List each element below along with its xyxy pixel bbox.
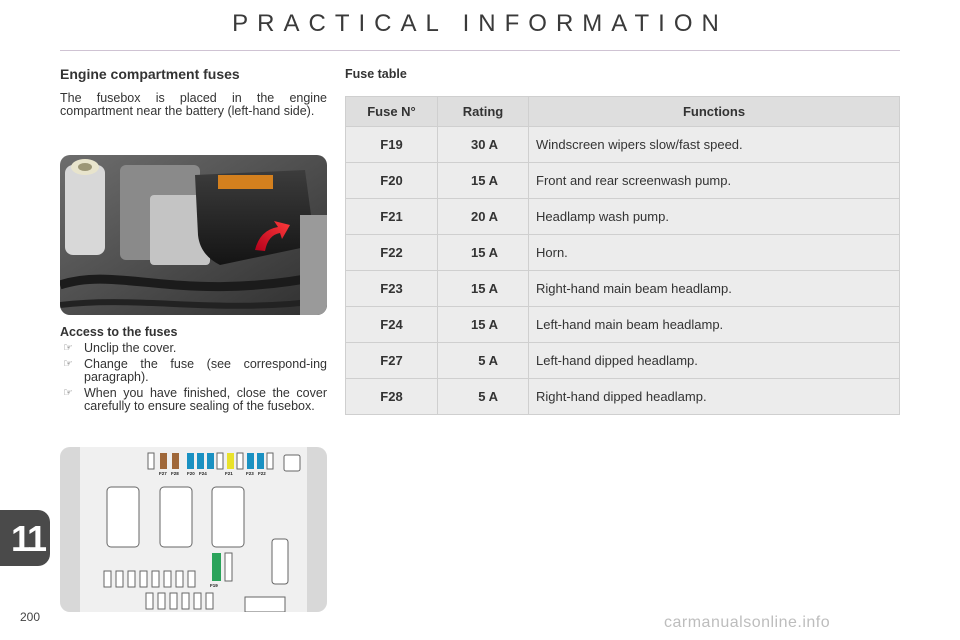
fuse-rating: 15 A <box>438 163 529 199</box>
fuse-function: Horn. <box>529 235 900 271</box>
table-title: Fuse table <box>345 67 407 81</box>
fuse-rating: 5 A <box>438 343 529 379</box>
access-steps-list <box>60 342 327 416</box>
fuse-number: F27 <box>346 343 438 379</box>
fuse-number: F23 <box>346 271 438 307</box>
column-header-rating: Rating <box>438 97 529 127</box>
fuse-table <box>345 96 900 415</box>
column-header-functions: Functions <box>529 97 900 127</box>
fuse-function: Left-hand dipped headlamp. <box>529 343 900 379</box>
pointing-hand-icon: ☞ <box>63 342 73 354</box>
list-item <box>60 342 327 355</box>
fuse-number: F24 <box>346 307 438 343</box>
fuse-number: F28 <box>346 379 438 415</box>
pointing-hand-icon: ☞ <box>63 387 73 399</box>
table-row <box>346 235 900 271</box>
fuse-rating: 30 A <box>438 127 529 163</box>
fuse-function: Left-hand main beam headlamp. <box>529 307 900 343</box>
engine-fusebox-photo <box>60 155 327 315</box>
pointing-hand-icon: ☞ <box>63 358 73 370</box>
fuse-label-f21: F21 <box>225 471 233 476</box>
intro-paragraph: The fusebox is placed in the engine compartment near the battery (left-hand side). <box>60 91 327 118</box>
fusebox-diagram <box>60 447 327 612</box>
fuse-label-f28: F28 <box>171 471 179 476</box>
fuse-number: F19 <box>346 127 438 163</box>
fuse-label-f27: F27 <box>159 471 167 476</box>
fuse-rating: 15 A <box>438 271 529 307</box>
page-header-title: PRACTICAL INFORMATION <box>232 10 728 37</box>
fuse-rating: 5 A <box>438 379 529 415</box>
list-item <box>60 358 327 384</box>
access-title: Access to the fuses <box>60 325 178 339</box>
page-number: 200 <box>20 610 41 624</box>
fuse-function: Right-hand dipped headlamp. <box>529 379 900 415</box>
fuse-number: F21 <box>346 199 438 235</box>
watermark: carmanualsonline.info <box>664 614 831 631</box>
fuse-number: F20 <box>346 163 438 199</box>
fuse-label-f19: F19 <box>210 583 218 588</box>
fuse-function: Front and rear screenwash pump. <box>529 163 900 199</box>
fuse-function: Headlamp wash pump. <box>529 199 900 235</box>
list-item <box>60 387 327 413</box>
step-text: Unclip the cover. <box>84 341 177 355</box>
table-row <box>346 127 900 163</box>
fuse-number: F22 <box>346 235 438 271</box>
table-header-row <box>346 97 900 127</box>
header-divider <box>60 50 900 51</box>
fuse-label-f23: F23 <box>246 471 254 476</box>
fuse-function: Right-hand main beam headlamp. <box>529 271 900 307</box>
table-row <box>346 343 900 379</box>
section-title: Engine compartment fuses <box>60 66 240 82</box>
column-header-fuse: Fuse N° <box>346 97 438 127</box>
fuse-rating: 20 A <box>438 199 529 235</box>
fuse-rating: 15 A <box>438 235 529 271</box>
fuse-label-f22: F22 <box>258 471 266 476</box>
fuse-function: Windscreen wipers slow/fast speed. <box>529 127 900 163</box>
fuse-rating: 15 A <box>438 307 529 343</box>
table-row <box>346 199 900 235</box>
step-text: When you have finished, close the cover carefully to ensure sealing of the fusebox. <box>84 386 327 413</box>
fuse-label-f20: F20 <box>187 471 195 476</box>
chapter-number: 11 <box>10 518 46 559</box>
table-row <box>346 379 900 415</box>
fuse-label-f24: F24 <box>199 471 207 476</box>
table-row <box>346 307 900 343</box>
step-text: Change the fuse (see correspond-ing paragraph). <box>84 357 327 384</box>
table-row <box>346 163 900 199</box>
table-row <box>346 271 900 307</box>
